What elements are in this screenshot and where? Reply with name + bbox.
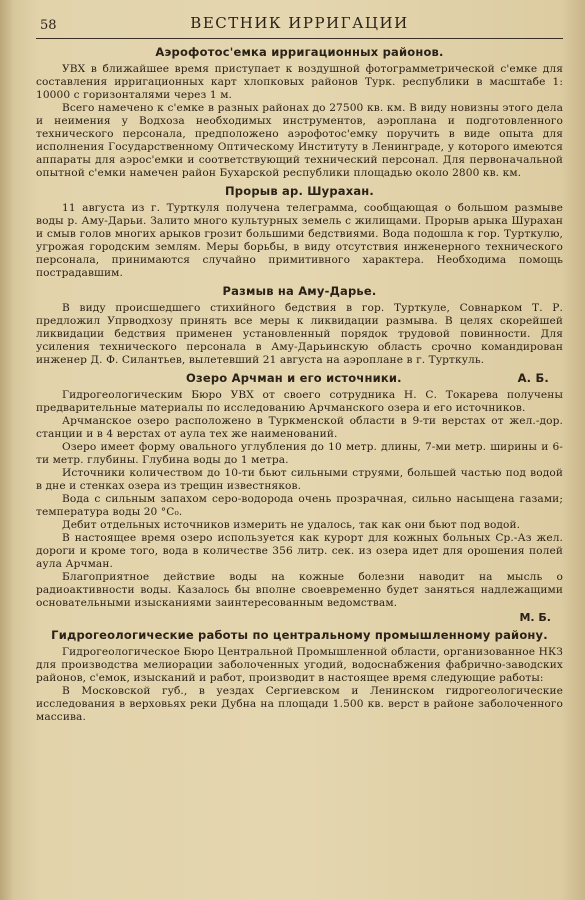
section-aerial-survey xyxy=(36,45,563,180)
section-hydrogeological-works xyxy=(36,628,563,724)
page-number: 58 xyxy=(40,18,57,33)
paragraph: Источники количеством до 10-ти бьют сильными струями, большей частью под водой в дне и стенках озера из трещин известняков. xyxy=(36,467,563,492)
paragraph: В виду происшедшего стихийного бедствия в гор. Турткуле, Совнарком Т. Р. предложил Упрводхозу принять все меры к ликвидации размыва. В целях скорейшей ликвидации бедствия применен установленный порядок трудовой повинности. Для усиления технического персонала в Аму-Дарьинскую область срочно командирован инженер Д. Ф. Силантьев, вылетевший 21 августа на аэроплане в г. Турткуль. xyxy=(36,302,563,366)
journal-title: ВЕСТНИК ИРРИГАЦИИ xyxy=(190,14,409,32)
paragraph: 11 августа из г. Турткуля получена телеграмма, сообщающая о большом размыве воды р. Аму-Дарьи. Залито много культурных земель с жилищами. Прорыв арыка Шурахан и смыв голов многих арыков грозит большими бедствиями. Вода подошла к гор. Турткулю, угрожая городским землям. Меры борьбы, в виду отсутствия инженерного технического персонала, принимаются случайно примитивного характера. Необходима помощь пострадавшим. xyxy=(36,202,563,279)
section-amu-darya-washout xyxy=(36,284,563,367)
paragraph: Гидрогеологическое Бюро Центральной Промышленной области, организованное НКЗ для производства мелиорации заболоченных угодий, водоснабжения фабрично-заводских районов, с'емок, изысканий и работ, производит в настоящее время следующие работы: xyxy=(36,646,563,684)
section-archman-lake xyxy=(36,371,563,624)
section-title: Размыв на Аму-Дарье. xyxy=(222,284,377,298)
paragraph: Дебит отдельных источников измерить не удалось, так как они бьют под водой. xyxy=(62,519,521,531)
paragraph: В настоящее время озеро используется как курорт для кожных больных Ср.-Аз жел. дороги и кроме того, вода в количестве 356 литр. сек. из озера идет для орошения полей аула Арчман. xyxy=(36,532,563,570)
paragraph: Вода с сильным запахом серо-водорода очень прозрачная, сильно насыщена газами; температура воды 20 °C₀. xyxy=(36,493,563,518)
paragraph: В Московской губ., в уездах Сергиевском и Ленинском гидрогеологические исследования в верховьях реки Дубна на площади 1.500 кв. верст в районе заболоченного массива. xyxy=(36,685,563,723)
paragraph: Гидрогеологическим Бюро УВХ от своего сотрудника Н. С. Токарева получены предварительные материалы по исследованию Арчманского озера и его источников. xyxy=(36,389,563,414)
article-signature: М. Б. xyxy=(519,611,551,624)
paragraph: Всего намечено к с'емке в разных районах до 27500 кв. км. В виду новизны этого дела и неимения у Водхоза необходимых инструментов, аэроплана и подготовленного технического персонала, предположено аэрофотос'емку поручить в виде опыта для исполнения Государственному Оптическому Институту в Ленинграде, у которого имеются аппараты для аэрос'емки и соответствующий технический персонал. Для первоначальной опытной с'емки намечен район Бухарской республики площадью около 2800 кв. км. xyxy=(36,102,563,179)
section-author-initials: А. Б. xyxy=(517,371,549,385)
section-title: Озеро Арчман и его источники. xyxy=(186,371,402,385)
paragraph: Благоприятное действие воды на кожные болезни наводит на мысль о радиоактивности воды. Казалось бы вполне своевременно будет заняться надлежащими основательными изысканиями заинтересованным ведомствам. xyxy=(36,571,563,609)
page-header xyxy=(36,14,563,39)
section-title-row xyxy=(36,371,563,385)
section-title: Аэрофотос'емка ирригационных районов. xyxy=(155,45,444,59)
paragraph: УВХ в ближайшее время приступает к воздушной фотограмметрической с'емке для составления ирригационных карт хлопковых районов Турк. республики в масштабе 1: 10000 с горизонталями через 1 м. xyxy=(36,63,563,101)
paragraph: Арчманское озеро расположено в Туркменской области в 9-ти верстах от жел.-дор. станции и в 4 верстах от аула тех же наименований. xyxy=(36,415,563,440)
paragraph: Озеро имеет форму овального углубления до 10 метр. длины, 7-ми метр. ширины и 6-ти метр. глубины. Глубина воды до 1 метра. xyxy=(36,441,563,466)
section-title: Прорыв ар. Шурахан. xyxy=(224,184,375,198)
section-shurakhan-breach xyxy=(36,184,563,280)
section-title: Гидрогеологические работы по центральному промышленному району. xyxy=(51,628,548,642)
